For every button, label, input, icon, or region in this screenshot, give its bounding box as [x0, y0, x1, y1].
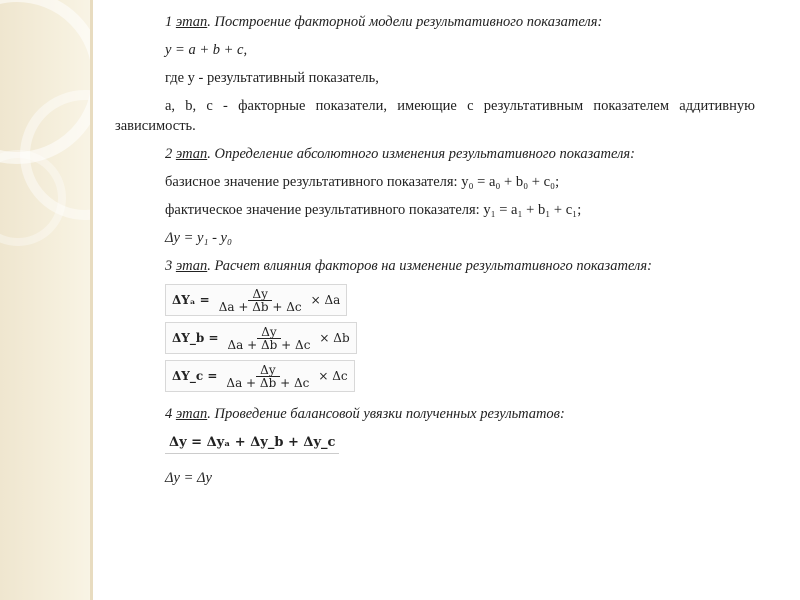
formula-multiplier: × Δb — [319, 331, 350, 345]
formula-row — [115, 284, 755, 322]
model-formula: y = a + b + c, — [165, 42, 248, 58]
fraction — [222, 364, 313, 389]
stage2-heading — [115, 144, 755, 164]
formula-row — [115, 360, 755, 398]
stage-word: этап — [175, 406, 208, 422]
balance-row — [115, 432, 755, 460]
stage3-heading — [115, 256, 755, 276]
stage-number: 2 — [165, 146, 173, 162]
formula-multiplier: × Δa — [310, 293, 341, 307]
formula-lhs: ΔY_b = — [172, 331, 219, 345]
fraction-denominator: Δa + Δb + Δc — [218, 299, 302, 314]
fraction-denominator: Δa + Δb + Δc — [226, 375, 310, 390]
fraction-numerator: Δy — [248, 288, 271, 301]
stage-number: 4 — [165, 406, 173, 422]
stage-title: . Построение факторной модели результативного показателя: — [207, 14, 603, 30]
stage-word: этап — [175, 14, 208, 30]
formula-multiplier: × Δc — [318, 369, 348, 383]
formula-c — [165, 360, 355, 392]
delta-line: Δy = y₁ - y₀ — [165, 230, 233, 246]
fraction-numerator: Δy — [256, 364, 279, 377]
formula-lhs: ΔYₐ = — [172, 293, 210, 307]
stage1-heading — [115, 12, 755, 32]
stage-word: этап — [175, 258, 208, 274]
check-line: Δy = Δy — [165, 470, 212, 486]
decorative-side-panel — [0, 0, 93, 600]
formula-b — [165, 322, 357, 354]
formula-row — [115, 322, 755, 360]
stage-title: . Расчет влияния факторов на изменение результативного показателя: — [207, 258, 652, 274]
base-value-line: базисное значение результативного показателя: y₀ = a₀ + b₀ + c₀; — [165, 174, 560, 190]
panel-edge — [90, 0, 93, 600]
stage-title: . Проведение балансовой увязки полученных результатов: — [207, 406, 565, 422]
factors-description: a, b, c - факторные показатели, имеющие с результативным показателем аддитивную зависимость. — [115, 98, 755, 134]
slide-content — [115, 12, 755, 496]
fraction — [215, 288, 306, 313]
stage-number: 1 — [165, 14, 173, 30]
stage-title: . Определение абсолютного изменения результативного показателя: — [207, 146, 635, 162]
balance-formula: Δy = Δyₐ + Δy_b + Δy_c — [165, 433, 339, 454]
fraction-numerator: Δy — [257, 326, 280, 339]
formula-a — [165, 284, 347, 316]
formula-lhs: ΔY_c = — [172, 369, 218, 383]
fact-value-line: фактическое значение результативного показателя: y₁ = a₁ + b₁ + c₁; — [165, 202, 582, 218]
fraction-denominator: Δa + Δb + Δc — [227, 337, 311, 352]
where-line: где y - результативный показатель, — [165, 70, 379, 86]
fraction — [224, 326, 315, 351]
stage4-heading — [115, 404, 755, 424]
stage-word: этап — [175, 146, 208, 162]
stage-number: 3 — [165, 258, 173, 274]
